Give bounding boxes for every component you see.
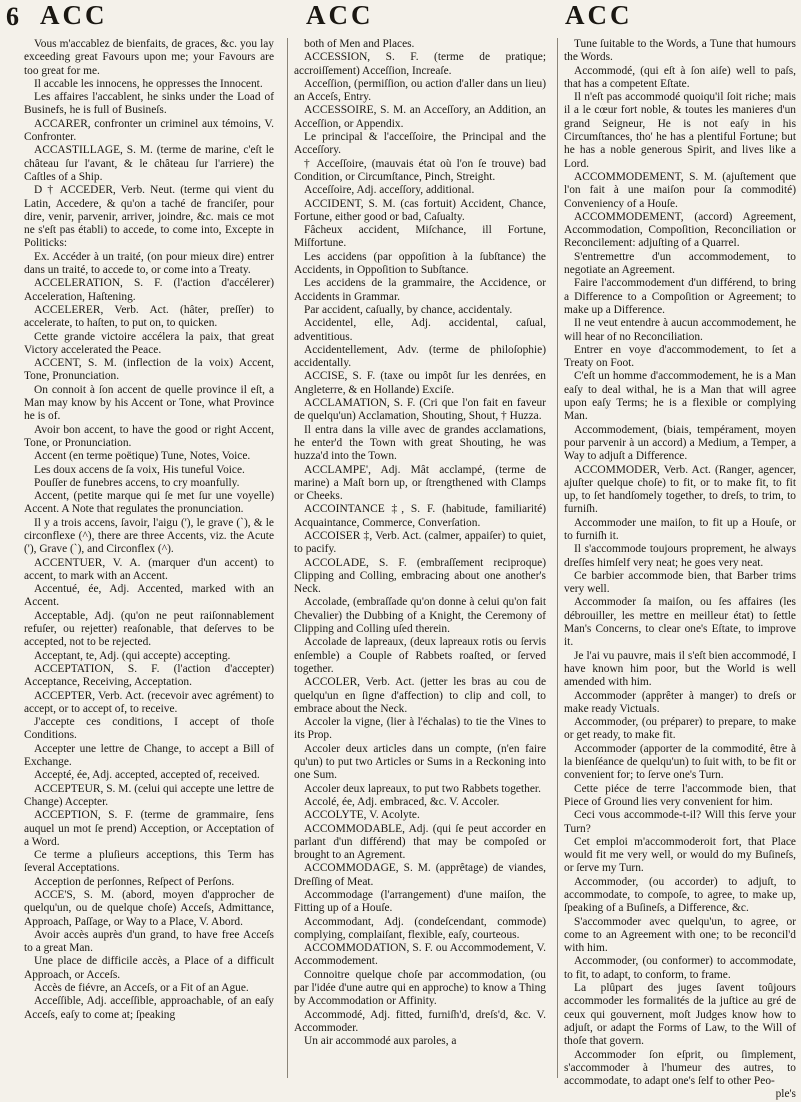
- page-header: [0, 0, 801, 38]
- dictionary-entry: Accoler la vigne, (lier à l'échalas) to tie the Vines to its Prop.: [294, 716, 546, 742]
- dictionary-entry: Avoir accès auprès d'un grand, to have free Acceſs to a great Man.: [24, 928, 274, 955]
- dictionary-entry: ACCE'S, S. M. (abord, moyen d'approcher de quelqu'un, ou de quelque choſe) Acceſs, Admittance, Approach, Paſſage, or Way to a Place, V. Abord.: [24, 889, 274, 928]
- dictionary-entry: Ce barbier accommode bien, that Barber trims very well.: [564, 569, 796, 596]
- dictionary-entry: Acceptable, Adj. (qu'on ne peut raiſonnablement refuſer, ou rejetter) reaſonable, that deſerves to be accepted, not to be rejected.: [24, 609, 274, 649]
- dictionary-entry: Avoir bon accent, to have the good or right Accent, Tone, or Pronunciation.: [24, 423, 274, 449]
- dictionary-entry: ACCOISER ‡, Verb. Act. (calmer, appaiſer) to quiet, to pacify.: [294, 529, 546, 556]
- dictionary-entry: Accentué, ée, Adj. Accented, marked with an Accent.: [24, 583, 274, 609]
- dictionary-entry: Fâcheux accident, Miſchance, ill Fortune, Miſfortune.: [294, 224, 546, 250]
- catchword: ple's: [775, 1088, 796, 1101]
- dictionary-entry: On connoit à ſon accent de quelle province il eſt, a Man may know by his Accent or Tone, what Province he is of.: [24, 383, 274, 423]
- dictionary-entry: ACCOMMODEMENT, S. M. (ajuſtement que l'on fait à une maiſon pour ſa commodité) Conveniency of a Houſe.: [564, 170, 796, 210]
- dictionary-entry: Un air accommodé aux paroles, a: [304, 1035, 457, 1048]
- dictionary-entry: Les doux accens de ſa voix, His tuneful Voice.: [34, 463, 245, 476]
- dictionary-entry: ACCLAMPE', Adj. Mât acclampé, (terme de marine) a Maſt born up, or ſtrengthened with Clamps or Cheeks.: [294, 463, 546, 503]
- dictionary-entry: ACCOLYTE, V. Acolyte.: [304, 809, 420, 822]
- dictionary-entry: Acceptant, te, Adj. (qui accepte) accepting.: [34, 649, 231, 662]
- dictionary-entry: La plûpart des juges ſavent toûjours accommoder les formalités de la juſtice au gré de ceux qui gouvernent, moſt Judges know how to adjuſt, or adapt the Forms of Law, to the Will of thoſe that govern.: [564, 982, 796, 1048]
- dictionary-entry: Accès de fiévre, an Acceſs, or a Fit of an Ague.: [34, 982, 249, 995]
- dictionary-entry: Accommoder (apporter de la commodité, être à la bienſéance de quelqu'un) to ſuit with, to be fit or convenient for; to ſerve one's Turn.: [564, 742, 796, 782]
- dictionary-entry: ACCEPTATION, S. F. (l'action d'accepter) Acceptance, Receiving, Acceptation.: [24, 662, 274, 689]
- dictionary-entry: Il s'accommode toujours proprement, he always dreſſes himſelf very neat; he goes very neat.: [564, 543, 796, 569]
- running-title-right: ACC: [565, 0, 633, 30]
- running-title-left: ACC: [40, 0, 108, 30]
- dictionary-entry: ACCENTUER, V. A. (marquer d'un accent) to accent, to mark with an Accent.: [24, 556, 274, 582]
- dictionary-entry: Accommoder ſa maiſon, ou ſes affaires (les débrouiller, les mettre en meilleur état) to ſettle Man's Concerns, to clear one's Eſtate, to improve it.: [564, 596, 796, 649]
- dictionary-entry: ACCOMMODAGE, S. M. (apprêtage) de viandes, Dreſſing of Meat.: [294, 862, 546, 888]
- dictionary-entry: Vous m'accablez de bienfaits, de graces, &c. you lay exceeding great Favours upon me; your Favours are too great for me.: [24, 38, 274, 77]
- dictionary-entry: Accidentel, elle, Adj. accidental, caſual, adventitious.: [294, 317, 546, 343]
- dictionary-entry: Faire l'accommodement d'un différend, to bring a Difference to a Compoſition or Agreement; to make up a Difference.: [564, 277, 796, 316]
- dictionary-entry: Accommodage (l'arrangement) d'une maiſon, the Fitting up of a Houſe.: [294, 889, 546, 915]
- dictionary-entry: Accommodé, (qui eſt à ſon aiſe) well to paſs, that has a competent Eſtate.: [564, 64, 796, 90]
- dictionary-entry: C'eſt un homme d'accommodement, he is a Man eaſy to deal withal, he is a Man that will agree upon eaſy Terms; he is a flexible or complying Man.: [564, 370, 796, 423]
- dictionary-entry: Ceci vous accommode-t-il? Will this ſerve your Turn?: [564, 809, 796, 835]
- dictionary-entry: Les accidens (par oppoſition à la ſubſtance) the Accidents, in Oppoſition to Subſtance.: [294, 250, 546, 277]
- dictionary-entry: Cette piéce de terre l'accommode bien, that Piece of Ground lies very convenient for him.: [564, 782, 796, 808]
- dictionary-entry: ACCESSOIRE, S. M. an Acceſſory, an Addition, an Acceſſion, or Appendix.: [294, 104, 546, 130]
- dictionary-entry: ACCARER, confronter un criminel aux témoins, V. Confronter.: [24, 117, 274, 144]
- dictionary-entry: J'accepte ces conditions, I accept of thoſe Conditions.: [24, 716, 274, 742]
- dictionary-entry: Accepté, ée, Adj. accepted, accepted of, received.: [34, 769, 260, 782]
- dictionary-entry: ACCESSION, S. F. (terme de pratique; accroiſſement) Acceſſion, Increaſe.: [294, 51, 546, 77]
- dictionary-entry: Acceſſion, (permiſſion, ou action d'aller dans un lieu) an Acceſs, Entry.: [294, 77, 546, 104]
- dictionary-entry: Acceſſible, Adj. acceſſible, approachable, of an eaſy Acceſs, eaſy to come at; ſpeaking: [24, 995, 274, 1021]
- dictionary-entry: Accolé, ée, Adj. embraced, &c. V. Accoler.: [304, 795, 500, 808]
- dictionary-entry: ACCOLADE, S. F. (embraſſement reciproque) Clipping and Colling, embracing about one another's Neck.: [294, 556, 546, 596]
- dictionary-entry: Accoler deux lapreaux, to put two Rabbets together.: [304, 782, 541, 795]
- dictionary-entry: ACCELERER, Verb. Act. (hâter, preſſer) to accelerate, to haſten, to put on, to quicken.: [24, 303, 274, 330]
- running-title-center: ACC: [306, 0, 374, 30]
- dictionary-entry: ACCASTILLAGE, S. M. (terme de marine, c'eſt le château ſur l'avant, & le château ſur l'arriere) the Caſtles of a Ship.: [24, 144, 274, 183]
- dictionary-entry: Connoitre quelque choſe par accommodation, (ou par l'idée d'une autre qui en approche) to know a Thing by Accommodation or Affinity.: [294, 968, 546, 1008]
- dictionary-entry: ACCENT, S. M. (inflection de la voix) Accent, Tone, Pronunciation.: [24, 357, 274, 383]
- dictionary-entry: ACCOLER, Verb. Act. (jetter les bras au cou de quelqu'un en ſigne d'affection) to clip and coll, to embrace about the Neck.: [294, 676, 546, 715]
- dictionary-entry: S'entremettre d'un accommodement, to negotiate an Agreement.: [564, 250, 796, 277]
- dictionary-entry: Accent, (petite marque qui ſe met ſur une voyelle) Accent. A Note that regulates the pronunciation.: [24, 490, 274, 516]
- dictionary-entry: Accommodé, Adj. fitted, furniſh'd, dreſs'd, &c. V. Accommoder.: [294, 1008, 546, 1034]
- dictionary-entry: Les affaires l'accablent, he sinks under the Load of Businefs, he is full of Busineſs.: [24, 91, 274, 117]
- dictionary-entry: ACCEPTER, Verb. Act. (recevoir avec agrément) to accept, or to accept of, to receive.: [24, 689, 274, 715]
- dictionary-entry: Les accidens de la grammaire, the Accidence, or Accidents in Grammar.: [294, 277, 546, 303]
- dictionary-entry: ACCISE, S. F. (taxe ou impôt ſur les denrées, en Angleterre, & en Hollande) Exciſe.: [294, 370, 546, 396]
- dictionary-entry: Accommoder ſon eſprit, ou ſimplement, s'accommoder à l'humeur des autres, to accommodate, to adapt one's ſelf to other Peo-: [564, 1048, 796, 1088]
- dictionary-entry: Il ne veut entendre à aucun accommodement, he will hear of no Reconciliation.: [564, 317, 796, 343]
- dictionary-entry: Accommoder, (ou conformer) to accommodate, to fit, to adapt, to conform, to frame.: [564, 955, 796, 981]
- dictionary-entry: Cette grande victoire accélera la paix, that great Victory accelerated the Peace.: [24, 330, 274, 356]
- dictionary-entry: ACCLAMATION, S. F. (Cri que l'on fait en faveur de quelqu'un) Acclamation, Shouting, Shout, † Huzza.: [294, 397, 546, 423]
- dictionary-entry: ACCOMMODEMENT, (accord) Agreement, Accommodation, Compoſition, Reconciliation or Reconcilement: adjuſting of a Quarrel.: [564, 210, 796, 250]
- dictionary-entry: ACCOMMODER, Verb. Act. (Ranger, agencer, ajuſter quelque choſe) to fit, or to make fit, to fit up, to ſet handſomely together, to dreſs, to trim, to furniſh.: [564, 463, 796, 516]
- dictionary-column-3: [557, 38, 796, 1101]
- dictionary-entry: ACCELERATION, S. F. (l'action d'accélerer) Acceleration, Haſtening.: [24, 277, 274, 303]
- dictionary-entry: Il y a trois accens, ſavoir, l'aigu ('), le grave (`), & le circonflexe (^), there are three Accents, viz. the Acute ('), Grave (`), and Circonflex (^).: [24, 516, 274, 556]
- dictionary-entry: Accepter une lettre de Change, to accept a Bill of Exchange.: [24, 742, 274, 769]
- dictionary-entry: Accommodement, (biais, tempérament, moyen pour parvenir à un accord) a Medium, a Temper, a Way to adjuſt a Difference.: [564, 423, 796, 463]
- dictionary-entry: Ex. Accéder à un traité, (on pour mieux dire) entrer dans un traité, to accede to, or come into a Treaty.: [24, 250, 274, 277]
- dictionary-entry: ACCIDENT, S. M. (cas fortuit) Accident, Chance, Fortune, either good or bad, Caſualty.: [294, 197, 546, 223]
- dictionary-column-2: [287, 38, 546, 1078]
- dictionary-entry: ACCEPTION, S. F. (terme de grammaire, ſens auquel un mot ſe prend) Acception, or Acceptation of a Word.: [24, 809, 274, 848]
- dictionary-entry: Accommoder, (ou préparer) to prepare, to make or get ready, to make fit.: [564, 716, 796, 742]
- dictionary-entry: Accommoder, (ou accorder) to adjuſt, to accommodate, to compoſe, to agree, to make up, ſpeaking of a Buſineſs, a Difference, &c.: [564, 875, 796, 915]
- dictionary-entry: † Acceſſoire, (mauvais état où l'on ſe trouve) bad Condition, or Circumſtance, Pinch, Streight.: [294, 157, 546, 183]
- dictionary-entry: S'accommoder avec quelqu'un, to agree, or come to an Agreement with one; to be reconcil'd with him.: [564, 915, 796, 955]
- dictionary-entry: Accolade, (embraſſade qu'on donne à celui qu'on fait Chevalier) the Dubbing of a Knight, the Ceremony of Clipping and Colling uſed therein.: [294, 596, 546, 636]
- dictionary-entry: Accommoder (apprêter à manger) to dreſs or make ready Victuals.: [564, 689, 796, 715]
- dictionary-entry: Il entra dans la ville avec de grandes acclamations, he enter'd the Town with great Shouting, he was huzza'd into the Town.: [294, 423, 546, 463]
- dictionary-entry: ACCOMMODABLE, Adj. (qui ſe peut accorder en parlant d'un différend) that may be compoſed or brought to an Agrement.: [294, 822, 546, 862]
- dictionary-entry: D † ACCEDER, Verb. Neut. (terme qui vient du Latin, Accedere, & qu'on a taché de franciſer, pour dire, venir, parvenir, arriver, joindre, &c. mais ce mot ne s'eſt pas établi) to accede, to come into, Excepte in Politicks:: [24, 184, 274, 250]
- dictionary-entry: Accidentellement, Adv. (terme de philoſophie) accidentally.: [294, 343, 546, 370]
- dictionary-entry: Il n'eſt pas accommodé quoiqu'il ſoit riche; mais il a le cœur fort noble, & toutes les manieres d'un grand Seigneur, He is not eaſy in his Circumſtances, tho' he has a plentiful Fortune; but he has a noble generous Spirit, and lives like a Lord.: [564, 91, 796, 170]
- dictionary-entry: ACCOINTANCE ‡, S. F. (habitude, familiarité) Acquaintance, Commerce, Converſation.: [294, 503, 546, 529]
- dictionary-entry: Pouſſer de funebres accens, to cry moanfully.: [34, 476, 240, 489]
- dictionary-entry: Acceſſoire, Adj. acceſſory, additional.: [304, 184, 475, 197]
- dictionary-entry: Le principal & l'acceſſoire, the Principal and the Acceſſory.: [294, 131, 546, 157]
- dictionary-entry: Accolade de lapreaux, (deux lapreaux rotis ou ſervis enſemble) a Couple of Rabbets roaſted, or ſerved together.: [294, 636, 546, 675]
- dictionary-entry: Je l'ai vu pauvre, mais il s'eſt bien accommodé, I have known him poor, but the World is well amended with him.: [564, 649, 796, 689]
- dictionary-entry: Il accable les innocens, he oppresses the Innocent.: [34, 77, 263, 90]
- dictionary-entry: Ce terme a pluſieurs acceptions, this Term has ſeveral Acceptations.: [24, 849, 274, 875]
- dictionary-entry: ACCOMMODATION, S. F. ou Accommodement, V. Accommodement.: [294, 942, 546, 968]
- dictionary-column-1: [24, 38, 274, 1078]
- dictionary-entry: Entrer en voye d'accommodement, to ſet a Treaty on Foot.: [564, 343, 796, 370]
- dictionary-entry: Accommodant, Adj. (condeſcendant, commode) complying, complaiſant, flexible, eaſy, courteous.: [294, 915, 546, 941]
- dictionary-entry: Acception de perſonnes, Reſpect of Perſons.: [34, 875, 235, 888]
- dictionary-entry: Tune ſuitable to the Words, a Tune that humours the Words.: [564, 38, 796, 64]
- dictionary-entry: both of Men and Places.: [304, 38, 415, 50]
- dictionary-entry: Cet emploi m'accommoderoit fort, that Place would fit me very well, or would do my Buſineſs, or ſerve my Turn.: [564, 835, 796, 875]
- dictionary-entry: Accoler deux articles dans un compte, (n'en faire qu'un) to put two Articles or Sums in a Reckoning into one Sum.: [294, 742, 546, 782]
- dictionary-entry: Une place de difficile accès, a Place of a difficult Approach, or Acceſs.: [24, 955, 274, 981]
- dictionary-entry: Accent (en terme poëtique) Tune, Notes, Voice.: [34, 450, 251, 463]
- dictionary-entry: Accommoder une maiſon, to fit up a Houſe, or to furniſh it.: [564, 516, 796, 542]
- page-number: 6: [6, 2, 19, 31]
- dictionary-entry: ACCEPTEUR, S. M. (celui qui accepte une lettre de Change) Accepter.: [24, 782, 274, 808]
- dictionary-entry: Par accident, caſually, by chance, accidentaly.: [304, 303, 513, 316]
